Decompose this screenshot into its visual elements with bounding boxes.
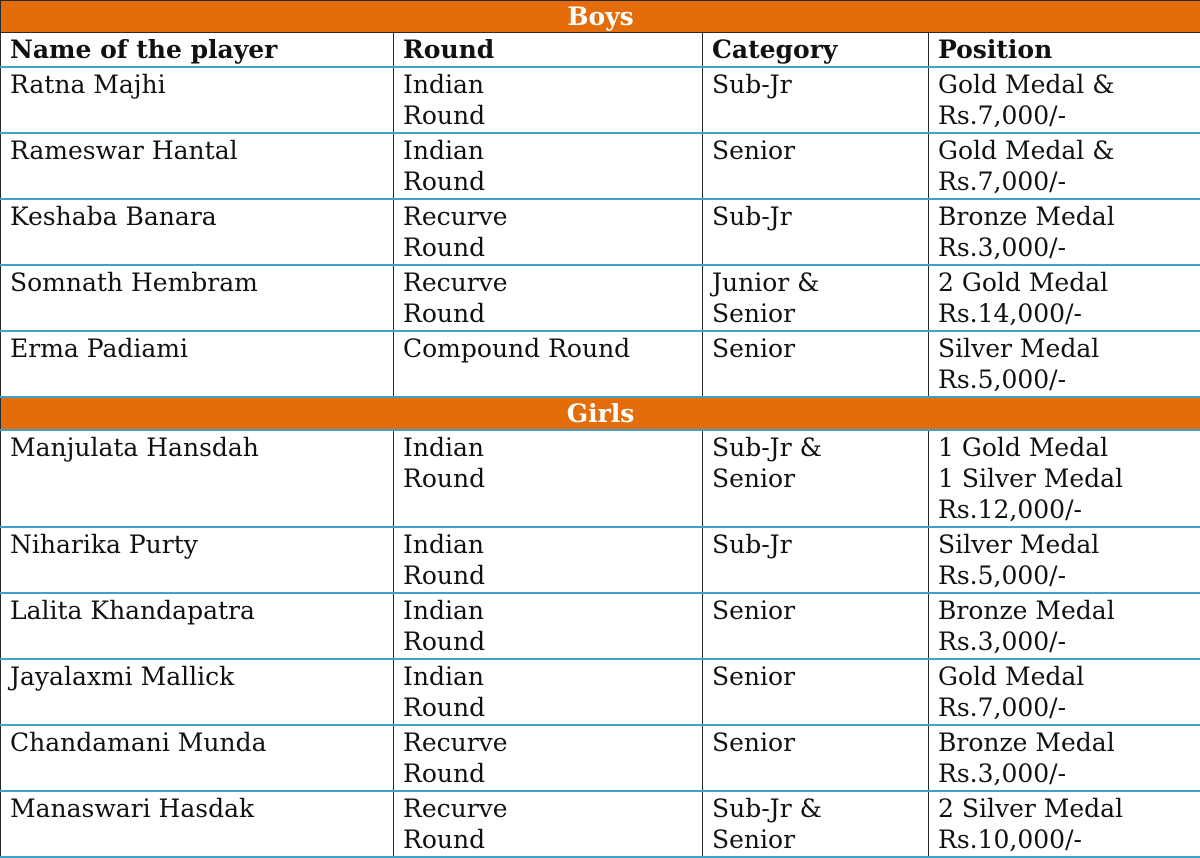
cell-text-line: Lalita Khandapatra bbox=[10, 595, 393, 626]
cell-text-line: Rs.7,000/- bbox=[938, 692, 1200, 723]
section-header-row bbox=[1, 397, 1200, 430]
cell-text-line: Rameswar Hantal bbox=[10, 135, 393, 166]
cell-text-line: Round bbox=[403, 560, 702, 591]
cell-text-line: Rs.12,000/- bbox=[938, 494, 1200, 525]
category-cell bbox=[703, 725, 929, 791]
round-cell bbox=[394, 725, 703, 791]
cell-text-line: Rs.7,000/- bbox=[938, 166, 1200, 197]
table-row bbox=[1, 265, 1200, 331]
player-name-cell bbox=[1, 67, 394, 133]
cell-text-line: Gold Medal bbox=[938, 661, 1200, 692]
round-cell bbox=[394, 527, 703, 593]
round-cell bbox=[394, 593, 703, 659]
round-cell bbox=[394, 430, 703, 527]
cell-text-line: Round bbox=[403, 232, 702, 263]
category-cell bbox=[703, 199, 929, 265]
cell-text-line: Senior bbox=[712, 463, 928, 494]
cell-text-line: Round bbox=[403, 824, 702, 855]
position-cell bbox=[929, 199, 1200, 265]
cell-text-line: Indian bbox=[403, 661, 702, 692]
position-cell bbox=[929, 659, 1200, 725]
cell-text-line: Recurve bbox=[403, 201, 702, 232]
cell-text-line: 1 Gold Medal bbox=[938, 432, 1200, 463]
cell-text-line: Niharika Purty bbox=[10, 529, 393, 560]
table-row bbox=[1, 67, 1200, 133]
round-cell bbox=[394, 67, 703, 133]
position-cell bbox=[929, 133, 1200, 199]
player-name-cell bbox=[1, 725, 394, 791]
round-cell bbox=[394, 331, 703, 397]
position-cell bbox=[929, 265, 1200, 331]
round-cell bbox=[394, 791, 703, 857]
position-cell bbox=[929, 430, 1200, 527]
section-header-row bbox=[1, 1, 1200, 33]
player-name-cell bbox=[1, 133, 394, 199]
cell-text-line: Senior bbox=[712, 135, 928, 166]
category-cell bbox=[703, 133, 929, 199]
column-header: Category bbox=[703, 33, 929, 68]
cell-text-line: Ratna Majhi bbox=[10, 69, 393, 100]
cell-text-line: Bronze Medal bbox=[938, 201, 1200, 232]
cell-text-line: Indian bbox=[403, 595, 702, 626]
cell-text-line: 2 Silver Medal bbox=[938, 793, 1200, 824]
round-cell bbox=[394, 199, 703, 265]
category-cell bbox=[703, 593, 929, 659]
player-name-cell bbox=[1, 199, 394, 265]
cell-text-line: Sub-Jr bbox=[712, 201, 928, 232]
category-cell bbox=[703, 265, 929, 331]
cell-text-line: Sub-Jr bbox=[712, 69, 928, 100]
cell-text-line: Indian bbox=[403, 432, 702, 463]
cell-text-line: Round bbox=[403, 758, 702, 789]
position-cell bbox=[929, 725, 1200, 791]
cell-text-line: Manjulata Hansdah bbox=[10, 432, 393, 463]
section-title: Girls bbox=[1, 397, 1200, 430]
table-row bbox=[1, 791, 1200, 857]
cell-text-line: Manaswari Hasdak bbox=[10, 793, 393, 824]
table-row bbox=[1, 331, 1200, 397]
cell-text-line: Keshaba Banara bbox=[10, 201, 393, 232]
results-table-body bbox=[1, 1, 1200, 858]
position-cell bbox=[929, 331, 1200, 397]
cell-text-line: Sub-Jr & bbox=[712, 432, 928, 463]
cell-text-line: Senior bbox=[712, 727, 928, 758]
cell-text-line: Senior bbox=[712, 298, 928, 329]
cell-text-line: Compound Round bbox=[403, 333, 702, 364]
cell-text-line: Rs.3,000/- bbox=[938, 758, 1200, 789]
cell-text-line: Bronze Medal bbox=[938, 727, 1200, 758]
cell-text-line: Gold Medal & bbox=[938, 69, 1200, 100]
cell-text-line: Junior & bbox=[712, 267, 928, 298]
cell-text-line: Rs.14,000/- bbox=[938, 298, 1200, 329]
cell-text-line: Bronze Medal bbox=[938, 595, 1200, 626]
category-cell bbox=[703, 791, 929, 857]
cell-text-line: Sub-Jr bbox=[712, 529, 928, 560]
cell-text-line: Senior bbox=[712, 824, 928, 855]
cell-text-line: Gold Medal & bbox=[938, 135, 1200, 166]
cell-text-line: Rs.7,000/- bbox=[938, 100, 1200, 131]
cell-text-line: Round bbox=[403, 298, 702, 329]
player-name-cell bbox=[1, 265, 394, 331]
cell-text-line: Senior bbox=[712, 595, 928, 626]
cell-text-line: Jayalaxmi Mallick bbox=[10, 661, 393, 692]
cell-text-line: Rs.10,000/- bbox=[938, 824, 1200, 855]
cell-text-line: Recurve bbox=[403, 727, 702, 758]
section-title: Boys bbox=[1, 1, 1200, 33]
player-name-cell bbox=[1, 659, 394, 725]
player-name-cell bbox=[1, 331, 394, 397]
category-cell bbox=[703, 527, 929, 593]
cell-text-line: 2 Gold Medal bbox=[938, 267, 1200, 298]
round-cell bbox=[394, 659, 703, 725]
column-header: Name of the player bbox=[1, 33, 394, 68]
category-cell bbox=[703, 67, 929, 133]
cell-text-line: Round bbox=[403, 166, 702, 197]
column-header: Round bbox=[394, 33, 703, 68]
category-cell bbox=[703, 430, 929, 527]
round-cell bbox=[394, 133, 703, 199]
player-name-cell bbox=[1, 527, 394, 593]
table-row bbox=[1, 199, 1200, 265]
cell-text-line: Recurve bbox=[403, 793, 702, 824]
table-row bbox=[1, 725, 1200, 791]
table-row bbox=[1, 133, 1200, 199]
table-row bbox=[1, 593, 1200, 659]
cell-text-line: Round bbox=[403, 463, 702, 494]
cell-text-line: Rs.3,000/- bbox=[938, 232, 1200, 263]
cell-text-line: Indian bbox=[403, 135, 702, 166]
cell-text-line: Senior bbox=[712, 333, 928, 364]
position-cell bbox=[929, 67, 1200, 133]
cell-text-line: 1 Silver Medal bbox=[938, 463, 1200, 494]
position-cell bbox=[929, 527, 1200, 593]
column-header-row bbox=[1, 33, 1200, 68]
cell-text-line: Silver Medal bbox=[938, 333, 1200, 364]
cell-text-line: Indian bbox=[403, 529, 702, 560]
position-cell bbox=[929, 593, 1200, 659]
cell-text-line: Erma Padiami bbox=[10, 333, 393, 364]
cell-text-line: Indian bbox=[403, 69, 702, 100]
cell-text-line: Rs.5,000/- bbox=[938, 560, 1200, 591]
table-row bbox=[1, 527, 1200, 593]
cell-text-line: Round bbox=[403, 626, 702, 657]
cell-text-line: Somnath Hembram bbox=[10, 267, 393, 298]
cell-text-line: Chandamani Munda bbox=[10, 727, 393, 758]
cell-text-line: Rs.3,000/- bbox=[938, 626, 1200, 657]
cell-text-line: Round bbox=[403, 100, 702, 131]
position-cell bbox=[929, 791, 1200, 857]
cell-text-line: Recurve bbox=[403, 267, 702, 298]
cell-text-line: Round bbox=[403, 692, 702, 723]
cell-text-line: Rs.5,000/- bbox=[938, 364, 1200, 395]
table-row bbox=[1, 430, 1200, 527]
category-cell bbox=[703, 331, 929, 397]
cell-text-line: Senior bbox=[712, 661, 928, 692]
cell-text-line: Sub-Jr & bbox=[712, 793, 928, 824]
round-cell bbox=[394, 265, 703, 331]
table-row bbox=[1, 659, 1200, 725]
column-header: Position bbox=[929, 33, 1200, 68]
player-name-cell bbox=[1, 593, 394, 659]
cell-text-line: Silver Medal bbox=[938, 529, 1200, 560]
player-name-cell bbox=[1, 791, 394, 857]
category-cell bbox=[703, 659, 929, 725]
player-name-cell bbox=[1, 430, 394, 527]
